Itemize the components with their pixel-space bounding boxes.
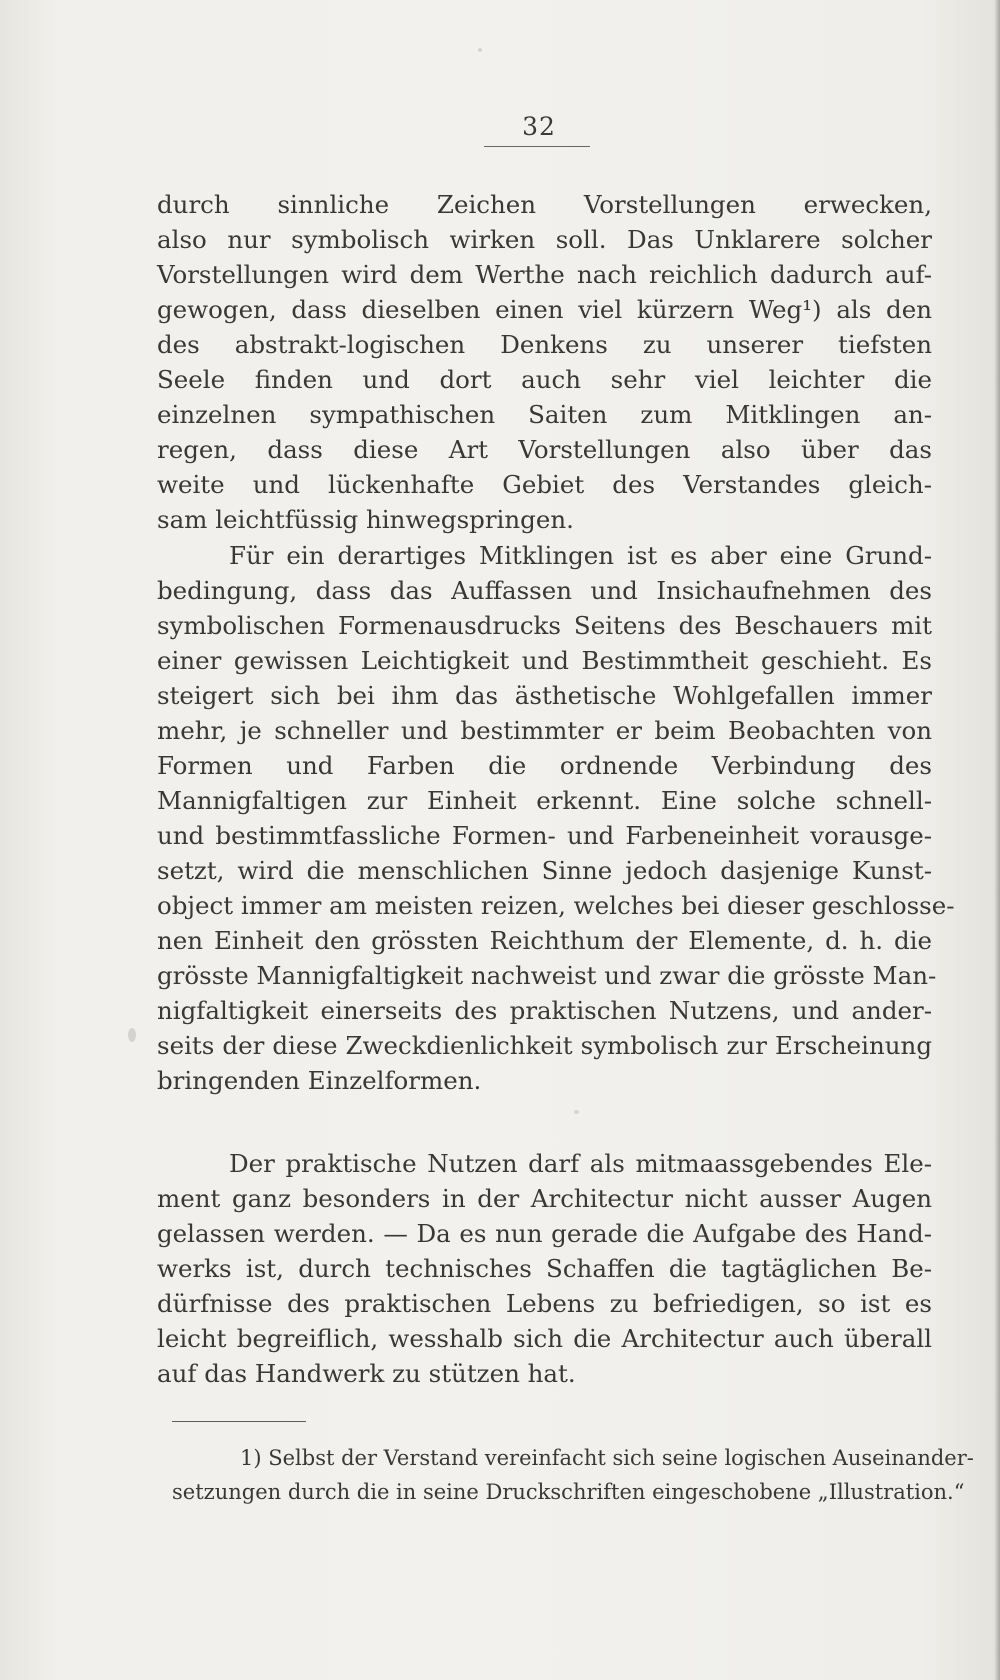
text-line: Mannigfaltigen zur Einheit erkennt. Eine solche schnell- xyxy=(157,786,932,815)
paper-speck xyxy=(478,48,482,52)
text-line: des abstrakt-logischen Denkens zu unserer tiefsten xyxy=(157,330,932,359)
paragraph xyxy=(157,187,932,537)
text-line: sam leichtfüssig hinwegspringen. xyxy=(157,505,574,534)
text-line: weite und lückenhafte Gebiet des Verstandes gleich- xyxy=(157,470,932,499)
text-line: ment ganz besonders in der Architectur nicht ausser Augen xyxy=(157,1184,932,1213)
paper-speck xyxy=(574,1110,579,1114)
text-line: nigfaltigkeit einerseits des praktischen Nutzens, und ander- xyxy=(157,996,932,1025)
text-line: auf das Handwerk zu stützen hat. xyxy=(157,1359,576,1388)
text-line: setzt, wird die menschlichen Sinne jedoch dasjenige Kunst- xyxy=(157,856,932,885)
paragraph xyxy=(157,538,955,1098)
text-line: nen Einheit den grössten Reichthum der Elemente, d. h. die xyxy=(157,926,932,955)
footnote xyxy=(172,1441,974,1509)
page-number-rule xyxy=(484,146,590,147)
text-line: einzelnen sympathischen Saiten zum Mitklingen an- xyxy=(157,400,932,429)
text-line: also nur symbolisch wirken soll. Das Unklarere solcher xyxy=(157,225,932,254)
text-line: bringenden Einzelformen. xyxy=(157,1066,482,1095)
text-line: bedingung, dass das Auffassen und Insichaufnehmen des xyxy=(157,576,932,605)
text-line: gelassen werden. — Da es nun gerade die Aufgabe des Hand- xyxy=(157,1219,932,1248)
text-line: werks ist, durch technisches Schaffen die tagtäglichen Be- xyxy=(157,1254,932,1283)
page-number: 32 xyxy=(522,112,556,141)
footnote-line: setzungen durch die in seine Druckschriften eingeschobene „Illustration.“ xyxy=(172,1480,965,1504)
text-line: object immer am meisten reizen, welches bei dieser geschlosse- xyxy=(157,891,955,920)
text-line: einer gewissen Leichtigkeit und Bestimmtheit geschieht. Es xyxy=(157,646,932,675)
text-line: seits der diese Zweckdienlichkeit symbolisch zur Erscheinung xyxy=(157,1031,932,1060)
text-line: durch sinnliche Zeichen Vorstellungen erwecken, xyxy=(157,190,932,219)
text-line: Formen und Farben die ordnende Verbindung des xyxy=(157,751,932,780)
paper-speck xyxy=(128,1028,136,1042)
text-line: grösste Mannigfaltigkeit nachweist und zwar die grösste Man- xyxy=(157,961,937,990)
text-line: Seele finden und dort auch sehr viel leichter die xyxy=(157,365,932,394)
text-line: dürfnisse des praktischen Lebens zu befriedigen, so ist es xyxy=(157,1289,932,1318)
text-line: steigert sich bei ihm das ästhetische Wohlgefallen immer xyxy=(157,681,932,710)
text-line: gewogen, dass dieselben einen viel kürzern Weg¹) als den xyxy=(157,295,932,324)
text-line: symbolischen Formenausdrucks Seitens des Beschauers mit xyxy=(157,611,932,640)
paragraph xyxy=(157,1146,932,1391)
page-edge-shadow xyxy=(994,0,1000,1680)
text-line: und bestimmtfassliche Formen- und Farbeneinheit vorausge- xyxy=(157,821,932,850)
text-line: Vorstellungen wird dem Werthe nach reichlich dadurch auf- xyxy=(157,260,932,289)
text-line: regen, dass diese Art Vorstellungen also über das xyxy=(157,435,932,464)
text-line: Für ein derartiges Mitklingen ist es aber eine Grund- xyxy=(229,541,932,570)
text-line: mehr, je schneller und bestimmter er beim Beobachten von xyxy=(157,716,932,745)
text-line: Der praktische Nutzen darf als mitmaassgebendes Ele- xyxy=(229,1149,932,1178)
footnote-rule xyxy=(172,1421,306,1422)
footnote-line: 1) Selbst der Verstand vereinfacht sich seine logischen Auseinander- xyxy=(240,1446,974,1470)
text-line: leicht begreiflich, wesshalb sich die Architectur auch überall xyxy=(157,1324,932,1353)
